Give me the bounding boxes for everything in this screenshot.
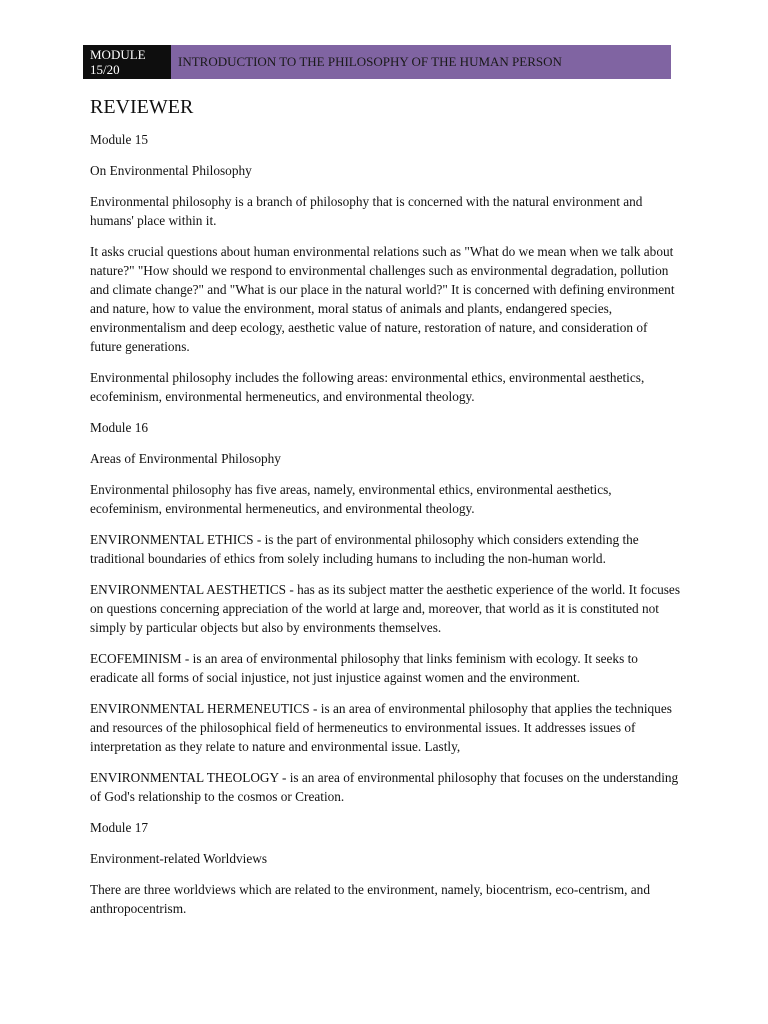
course-title: INTRODUCTION TO THE PHILOSOPHY OF THE HUMAN PERSON [178,54,562,69]
section-title-worldviews: Environment-related Worldviews [90,851,268,866]
page-heading: REVIEWER [90,96,194,118]
paragraph-questions: It asks crucial questions about human environmental relations such as "What do we mean when we talk about nature?" "How should we respond to environmental challenges such as environmental degradation, pollution and climate change?" and "What is our place in the natural world?" It is concerned with defining environment and nature, how to value the environment, moral status of animals and plants, endangered species, environmentalism and deep ecology, aesthetic value of nature, restoration of nature, and consideration of future generations. [90,244,675,354]
paragraph-definition: Environmental philosophy is a branch of philosophy that is concerned with the natural environment and humans' place within it. [90,194,643,228]
module-number-box [83,45,171,79]
module-label: MODULE [90,47,146,62]
paragraph-ecofeminism: ECOFEMINISM - is an area of environmental philosophy that links feminism with ecology. It seeks to eradicate all forms of social injustice, not just injustice against women and the environment. [90,651,638,685]
paragraph-areas-list: Environmental philosophy includes the following areas: environmental ethics, environmental aesthetics, ecofeminism, environmental hermeneutics, and environmental theology. [90,370,645,404]
paragraph-three-worldviews: There are three worldviews which are related to the environment, namely, biocentrism, eco-centrism, and anthropocentrism. [90,882,650,916]
module-16-label: Module 16 [90,420,148,435]
paragraph-environmental-ethics: ENVIRONMENTAL ETHICS - is the part of environmental philosophy which considers extending the traditional boundaries of ethics from solely including humans to including the non-human world. [90,532,639,566]
document-header [83,45,671,79]
paragraph-environmental-theology: ENVIRONMENTAL THEOLOGY - is an area of environmental philosophy that focuses on the understanding of God's relationship to the cosmos or Creation. [90,770,679,804]
module-15-label: Module 15 [90,132,148,147]
module-number: 15/20 [90,62,120,77]
course-title-box [171,45,671,79]
paragraph-environmental-aesthetics: ENVIRONMENTAL AESTHETICS - has as its subject matter the aesthetic experience of the world. It focuses on questions concerning appreciation of the world at large and, moreover, that world as it is constituted not simply by particular objects but also by environments themselves. [90,582,680,635]
module-17-label: Module 17 [90,820,148,835]
section-title-areas: Areas of Environmental Philosophy [90,451,281,466]
document-body [90,96,682,930]
paragraph-five-areas: Environmental philosophy has five areas, namely, environmental ethics, environmental aesthetics, ecofeminism, environmental hermeneutics, and environmental theology. [90,482,612,516]
paragraph-environmental-hermeneutics: ENVIRONMENTAL HERMENEUTICS - is an area of environmental philosophy that applies the techniques and resources of the philosophical field of hermeneutics to environmental issues. It addresses issues of interpretation as they relate to nature and environmental issue. Lastly, [90,701,672,754]
section-title-environmental-philosophy: On Environmental Philosophy [90,163,252,178]
